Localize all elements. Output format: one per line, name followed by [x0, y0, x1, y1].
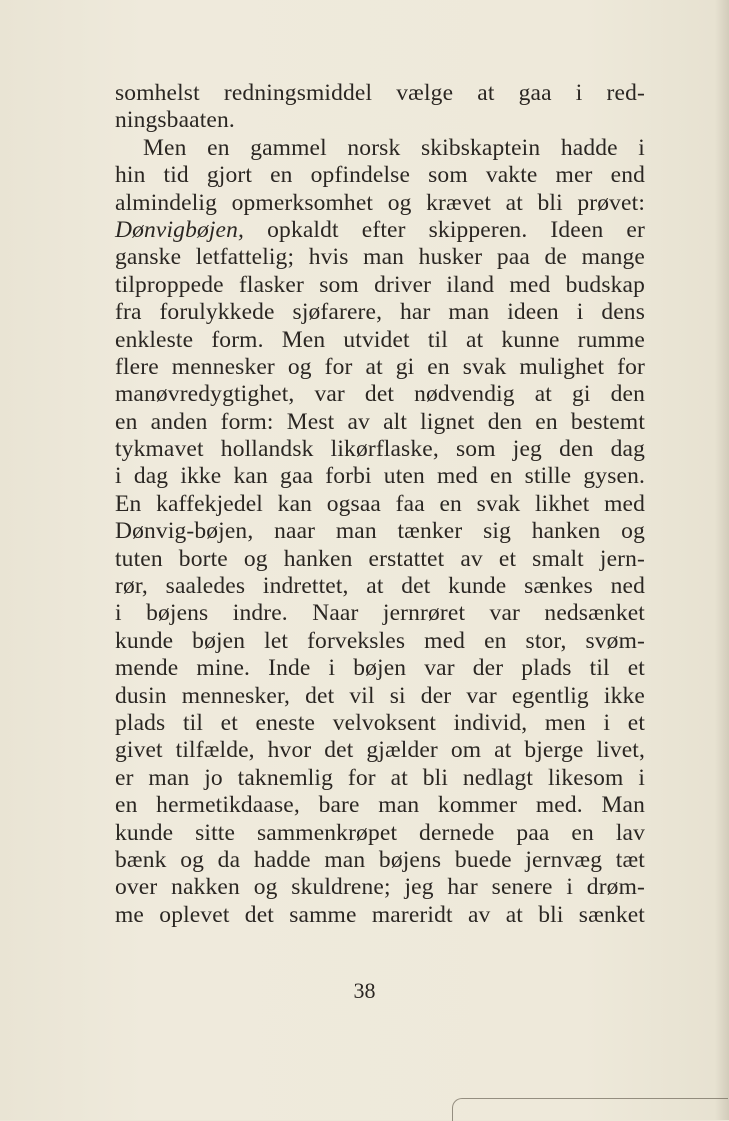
text-line: i dag ikke kan gaa forbi uten med en stille gysen.: [115, 463, 645, 490]
text-line: me oplevet det samme mareridt av at bli sænket: [115, 901, 645, 928]
text-line: plads til et eneste velvoksent individ, men i et: [115, 709, 645, 736]
text-line: er man jo taknemlig for at bli nedlagt likesom i: [115, 764, 645, 791]
text-line: kunde sitte sammenkrøpet dernede paa en lav: [115, 819, 645, 846]
text-line: tilproppede flasker som driver iland med budskap: [115, 271, 645, 298]
text-line: fra forulykkede sjøfarere, har man ideen i dens: [115, 299, 645, 326]
text-line: manøvredygtighet, var det nødvendig at gi den: [115, 381, 645, 408]
text-line: bænk og da hadde man bøjens buede jernvæg tæt: [115, 846, 645, 873]
text-line: ganske letfattelig; hvis man husker paa de mange: [115, 244, 645, 271]
page-edge-shadow: [715, 0, 729, 1120]
body-text: [115, 80, 645, 929]
text-line: somhelst redningsmiddel vælge at gaa i red-: [115, 80, 645, 106]
text-line: almindelig opmerksomhet og krævet at bli prøvet:: [115, 189, 645, 216]
text-line: enkleste form. Men utvidet til at kunne rumme: [115, 326, 645, 353]
text-line: ningsbaaten.: [115, 107, 235, 134]
text-line: tykmavet hollandsk likørflaske, som jeg den dag: [115, 436, 645, 463]
paragraph-start-line: Men en gammel norsk skibskaptein hadde i: [143, 134, 645, 161]
italic-term: Dønvigbøjen,: [115, 216, 245, 243]
text-line: en hermetikdaase, bare man kommer med. Man: [115, 792, 645, 819]
text-line: givet tilfælde, hvor det gjælder om at bjerge livet,: [115, 737, 645, 764]
text-line: i bøjens indre. Naar jernrøret var nedsænket: [115, 600, 645, 627]
line-remainder: opkaldt efter skipperen. Ideen er: [267, 216, 645, 243]
text-line: kunde bøjen let forveksles med en stor, svøm-: [115, 627, 645, 654]
text-line: rør, saaledes indrettet, at det kunde sænkes ned: [115, 573, 645, 600]
page-number: 38: [353, 978, 376, 1003]
text-line: En kaffekjedel kan ogsaa faa en svak likhet med: [115, 490, 645, 517]
text-line: en anden form: Mest av alt lignet den en bestemt: [115, 408, 645, 435]
text-line: [115, 217, 645, 244]
text-line: tuten borte og hanken erstattet av et smalt jern-: [115, 545, 645, 572]
page-corner-mark: [452, 1098, 728, 1121]
text-line: mende mine. Inde i bøjen var der plads til et: [115, 655, 645, 682]
text-line: hin tid gjort en opfindelse som vakte mer end: [115, 162, 645, 189]
text-line: Dønvig-bøjen, naar man tænker sig hanken og: [115, 518, 645, 545]
text-line: over nakken og skuldrene; jeg har senere i drøm-: [115, 874, 645, 901]
text-line: dusin mennesker, det vil si der var egentlig ikke: [115, 682, 645, 709]
text-line: flere mennesker og for at gi en svak mulighet for: [115, 353, 645, 380]
